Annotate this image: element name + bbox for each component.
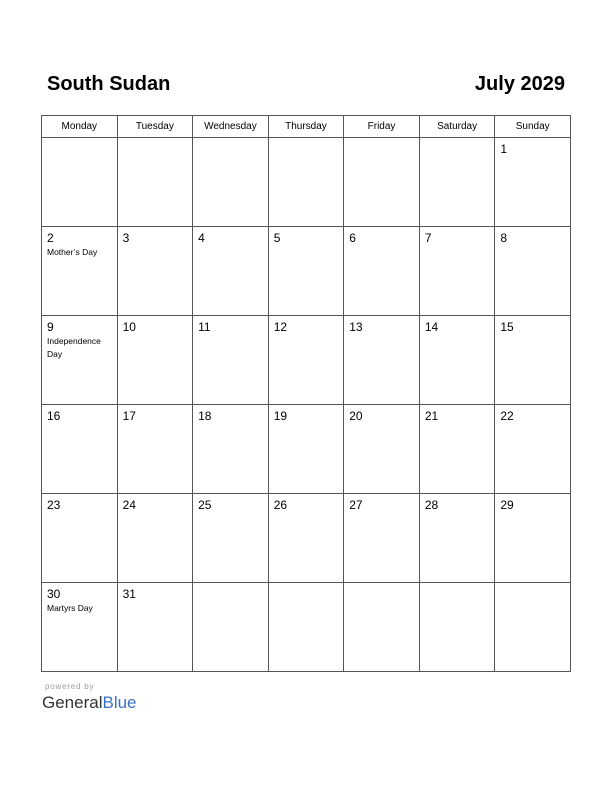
day-cell (419, 316, 495, 405)
week-row (42, 316, 571, 405)
day-cell (193, 227, 269, 316)
day-cell (495, 138, 571, 227)
day-cell (42, 583, 118, 672)
country-title: South Sudan (47, 73, 171, 95)
day-cell (42, 405, 118, 494)
day-number: 13 (349, 320, 363, 334)
day-cell (42, 227, 118, 316)
weekday-header: Monday (42, 116, 118, 138)
week-row (42, 494, 571, 583)
day-cell (495, 227, 571, 316)
weekday-header: Thursday (268, 116, 344, 138)
day-cell (42, 494, 118, 583)
day-cell (419, 405, 495, 494)
day-cell (117, 405, 193, 494)
day-number: 6 (349, 231, 356, 245)
day-number: 8 (500, 231, 508, 245)
day-number: 12 (273, 320, 288, 334)
weekday-header: Sunday (495, 116, 571, 138)
day-number: 11 (198, 320, 211, 334)
holiday-label: Mother’s Day (47, 247, 98, 257)
day-cell (268, 494, 344, 583)
day-number: 3 (122, 231, 130, 245)
holiday-label: Independence Day (47, 336, 101, 359)
day-cell (344, 316, 420, 405)
calendar-grid (41, 115, 571, 672)
day-cell (495, 405, 571, 494)
day-number: 2 (47, 231, 54, 245)
day-number: 30 (47, 587, 61, 601)
brand-name-part2: Blue (102, 693, 137, 712)
day-number: 28 (424, 498, 439, 512)
brand-logo (42, 692, 137, 714)
day-number: 20 (349, 409, 363, 423)
weekday-header: Saturday (419, 116, 495, 138)
day-number: 5 (273, 231, 281, 245)
day-cell (344, 227, 420, 316)
day-cell (344, 583, 420, 672)
day-cell (193, 583, 269, 672)
day-cell (117, 138, 193, 227)
day-number: 29 (500, 498, 514, 512)
day-cell (117, 227, 193, 316)
brand-name-part1: General (42, 693, 103, 712)
holiday-label: Martyrs Day (47, 603, 93, 613)
day-cell (268, 583, 344, 672)
day-cell (495, 583, 571, 672)
week-row (42, 405, 571, 494)
day-cell (117, 316, 193, 405)
week-row (42, 583, 571, 672)
day-number: 4 (198, 231, 205, 245)
weekday-header: Wednesday (193, 116, 269, 138)
day-cell (117, 494, 193, 583)
day-cell (42, 138, 118, 227)
day-number: 14 (424, 320, 439, 334)
day-number: 22 (500, 409, 514, 423)
day-number: 18 (198, 409, 212, 423)
day-number: 10 (122, 320, 136, 334)
day-cell (268, 138, 344, 227)
day-number: 1 (500, 142, 508, 156)
day-cell (495, 494, 571, 583)
day-number: 9 (47, 320, 54, 334)
day-number: 23 (47, 498, 61, 512)
day-number: 7 (424, 231, 432, 245)
day-number: 17 (122, 409, 136, 423)
day-number: 27 (349, 498, 363, 512)
day-cell (193, 316, 269, 405)
weekday-header: Friday (344, 116, 420, 138)
day-cell (419, 138, 495, 227)
week-row (42, 138, 571, 227)
day-cell (193, 405, 269, 494)
day-cell (344, 494, 420, 583)
footer-branding (42, 682, 137, 714)
week-row (42, 227, 571, 316)
day-cell (193, 138, 269, 227)
day-cell (268, 227, 344, 316)
weekday-header-row (42, 116, 571, 138)
day-number: 31 (122, 587, 136, 601)
day-cell (419, 227, 495, 316)
day-number: 19 (273, 409, 288, 423)
day-cell (419, 494, 495, 583)
day-cell (495, 316, 571, 405)
day-cell (42, 316, 118, 405)
weekday-header: Tuesday (117, 116, 193, 138)
day-cell (344, 405, 420, 494)
day-cell (193, 494, 269, 583)
month-year-title: July 2029 (474, 73, 565, 95)
day-number: 25 (198, 498, 212, 512)
powered-by-text: powered by (45, 682, 95, 691)
day-cell (344, 138, 420, 227)
day-number: 24 (122, 498, 136, 512)
day-cell (117, 583, 193, 672)
day-cell (268, 316, 344, 405)
day-cell (268, 405, 344, 494)
day-cell (419, 583, 495, 672)
day-number: 21 (424, 409, 439, 423)
day-number: 16 (47, 409, 61, 423)
day-number: 15 (500, 320, 514, 334)
day-number: 26 (273, 498, 288, 512)
